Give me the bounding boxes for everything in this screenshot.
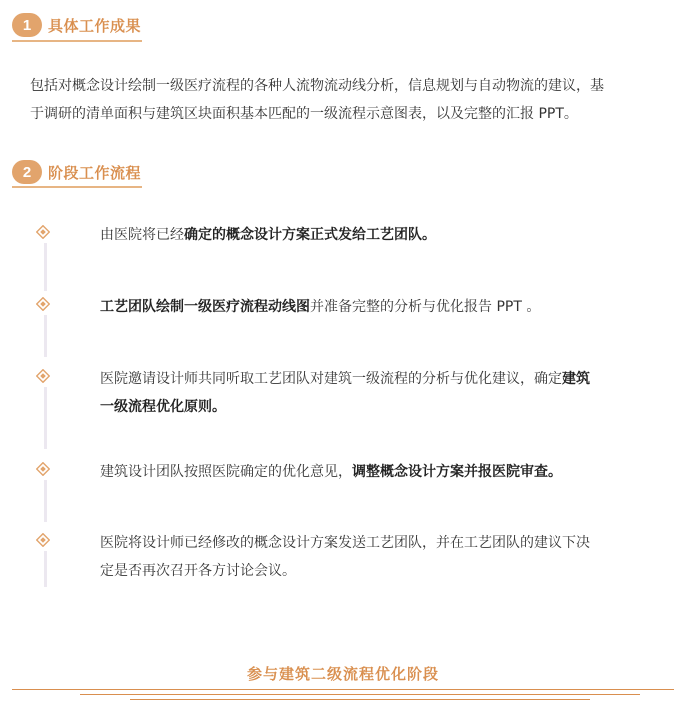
diamond-icon — [36, 533, 50, 547]
diamond-icon — [36, 369, 50, 383]
section-1-paragraph — [30, 72, 676, 128]
step-text-normal: 由医院将已经 — [100, 227, 184, 243]
section-2-underline — [12, 186, 142, 188]
step-text-bold: 调整概念设计方案并报医院审查。 — [352, 464, 562, 480]
footer-divider-top — [12, 689, 674, 690]
step-text — [100, 529, 660, 585]
step-text — [100, 458, 660, 486]
next-stage-heading: 参与建筑二级流程优化阶段 — [246, 665, 439, 683]
step-text-normal: 建筑设计团队按照医院确定的优化意见， — [100, 464, 352, 480]
footer-divider-middle — [80, 694, 640, 695]
step-text — [100, 221, 660, 249]
section-1-underline — [12, 40, 142, 42]
step-text-bold: 确定的概念设计方案正式发给工艺团队。 — [184, 227, 436, 243]
diamond-icon — [36, 462, 50, 476]
step-text — [100, 293, 660, 321]
section-1-header — [12, 10, 141, 40]
step-text — [100, 365, 660, 421]
section-2-number-badge: 2 — [12, 160, 42, 184]
step-connector-line — [44, 480, 47, 522]
section-1-paragraph-line-1: 包括对概念设计绘制一级医疗流程的各种人流物流动线分析，信息规划与自动物流的建议，基 — [30, 78, 604, 94]
diamond-icon — [36, 225, 50, 239]
step-connector-line — [44, 387, 47, 449]
step-text-bold: 建筑 — [562, 371, 590, 387]
section-2-title: 阶段工作流程 — [48, 163, 142, 182]
diamond-icon — [36, 297, 50, 311]
step-text-line-1 — [100, 365, 660, 393]
step-text-normal: 并准备完整的分析与优化报告 PPT 。 — [310, 299, 541, 315]
step-connector-line — [44, 243, 47, 291]
step-text-line-2 — [100, 393, 660, 421]
section-1-title: 具体工作成果 — [48, 16, 142, 35]
section-1-number-badge: 1 — [12, 13, 42, 37]
section-1-paragraph-line-2: 于调研的清单面积与建筑区块面积基本匹配的一级流程示意图表，以及完整的汇报 PPT。 — [30, 106, 578, 122]
footer-divider-bottom — [130, 699, 590, 700]
step-text-bold: 一级流程优化原则。 — [100, 399, 226, 415]
step-connector-line — [44, 551, 47, 587]
step-text-line-1: 医院将设计师已经修改的概念设计方案发送工艺团队，并在工艺团队的建议下决 — [100, 535, 590, 551]
step-text-line-2: 定是否再次召开各方讨论会议。 — [100, 563, 296, 579]
step-text-bold: 工艺团队绘制一级医疗流程动线图 — [100, 299, 310, 315]
step-text-normal: 医院邀请设计师共同听取工艺团队对建筑一级流程的分析与优化建议，确定 — [100, 371, 562, 387]
section-2-header — [12, 157, 141, 187]
step-connector-line — [44, 315, 47, 357]
